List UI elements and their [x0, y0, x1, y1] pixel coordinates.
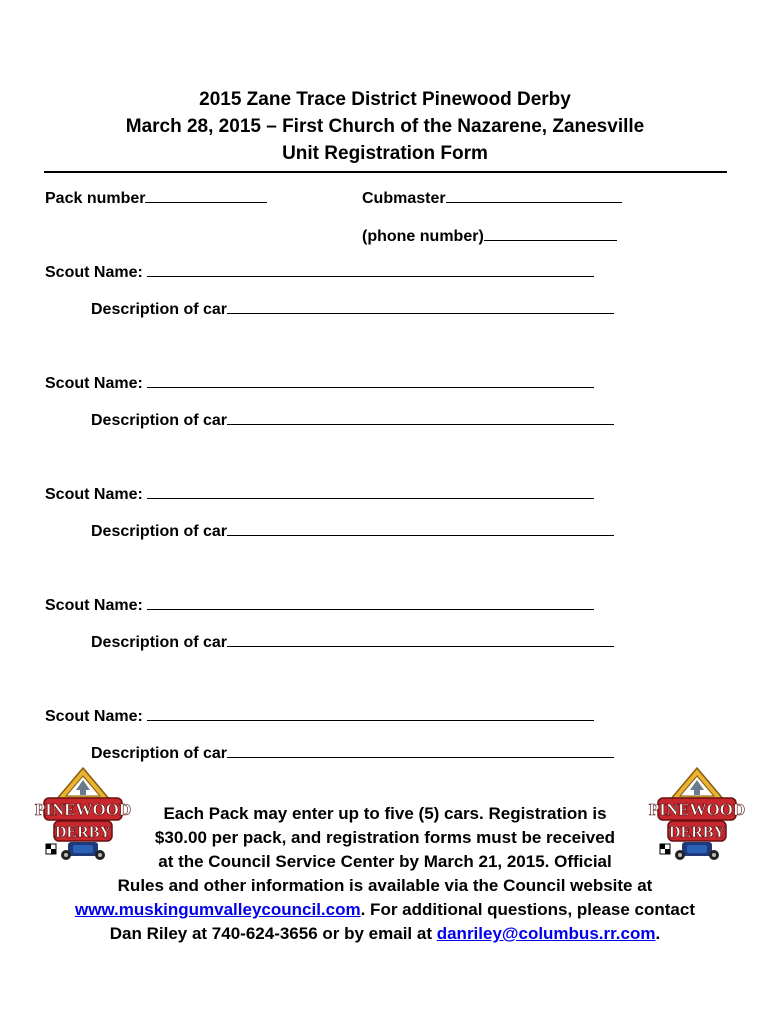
logo-word-derby: DERBY: [668, 824, 726, 841]
scout-name-field[interactable]: [45, 705, 594, 727]
footer-contact-text: Dan Riley at 740-624-3656 or by email at: [109, 924, 437, 943]
car-description-field[interactable]: [91, 409, 614, 431]
car-description-label: Description of car: [91, 745, 228, 762]
pack-number-blank[interactable]: [145, 187, 267, 203]
phone-number-field[interactable]: [362, 225, 617, 247]
car-description-label: Description of car: [91, 412, 228, 429]
car-description-blank[interactable]: [227, 520, 614, 536]
scout-name-blank[interactable]: [147, 594, 594, 610]
scout-name-label: Scout Name:: [45, 486, 143, 503]
scout-name-label: Scout Name:: [45, 264, 143, 281]
form-title-line3: Unit Registration Form: [282, 143, 488, 164]
scout-name-blank[interactable]: [147, 261, 594, 277]
logo-word-pinewood: PINEWOOD: [34, 800, 132, 819]
footer-line-4: Rules and other information is available via the Council website at: [117, 876, 653, 895]
logo-word-pinewood: PINEWOOD: [648, 800, 746, 819]
scout-name-blank[interactable]: [147, 483, 594, 499]
logo-word-derby: DERBY: [54, 824, 112, 841]
footer-line-2: $30.00 per pack, and registration forms must be received: [154, 828, 616, 847]
email-link[interactable]: danriley@columbus.rr.com: [436, 924, 656, 943]
header-divider: [44, 171, 727, 173]
footer-line-5-rest: . For additional questions, please contact: [360, 900, 695, 919]
scout-name-blank[interactable]: [147, 705, 594, 721]
scout-name-field[interactable]: [45, 261, 594, 283]
car-description-label: Description of car: [91, 634, 228, 651]
cubmaster-blank[interactable]: [446, 187, 622, 203]
car-description-label: Description of car: [91, 301, 228, 318]
council-website-link[interactable]: www.muskingumvalleycouncil.com: [74, 900, 361, 919]
pack-number-label: Pack number: [45, 190, 146, 207]
footer-line-5: [0, 898, 770, 922]
footer-line-1: Each Pack may enter up to five (5) cars. Registration is: [163, 804, 607, 823]
car-description-field[interactable]: [91, 631, 614, 653]
scout-name-field[interactable]: [45, 483, 594, 505]
form-title-line1: 2015 Zane Trace District Pinewood Derby: [199, 89, 571, 110]
footer-line-6: [0, 922, 770, 946]
car-description-blank[interactable]: [227, 631, 614, 647]
footer-line-3: at the Council Service Center by March 21, 2015. Official: [158, 852, 612, 871]
scout-name-field[interactable]: [45, 594, 594, 616]
car-description-label: Description of car: [91, 523, 228, 540]
scout-name-field[interactable]: [45, 372, 594, 394]
scout-name-label: Scout Name:: [45, 708, 143, 725]
scout-name-label: Scout Name:: [45, 597, 143, 614]
car-description-field[interactable]: [91, 298, 614, 320]
cubmaster-field[interactable]: [362, 187, 622, 209]
car-description-field[interactable]: [91, 742, 614, 764]
cubmaster-label: Cubmaster: [362, 190, 446, 207]
scout-name-blank[interactable]: [147, 372, 594, 388]
car-description-field[interactable]: [91, 520, 614, 542]
footer-line-6-end: .: [655, 924, 661, 943]
pack-number-field[interactable]: [45, 187, 267, 209]
phone-number-label: (phone number): [362, 228, 484, 245]
car-description-blank[interactable]: [227, 298, 614, 314]
phone-number-blank[interactable]: [484, 225, 617, 241]
car-description-blank[interactable]: [227, 742, 614, 758]
form-title-line2: March 28, 2015 – First Church of the Nazarene, Zanesville: [125, 116, 645, 137]
car-description-blank[interactable]: [227, 409, 614, 425]
scout-name-label: Scout Name:: [45, 375, 143, 392]
